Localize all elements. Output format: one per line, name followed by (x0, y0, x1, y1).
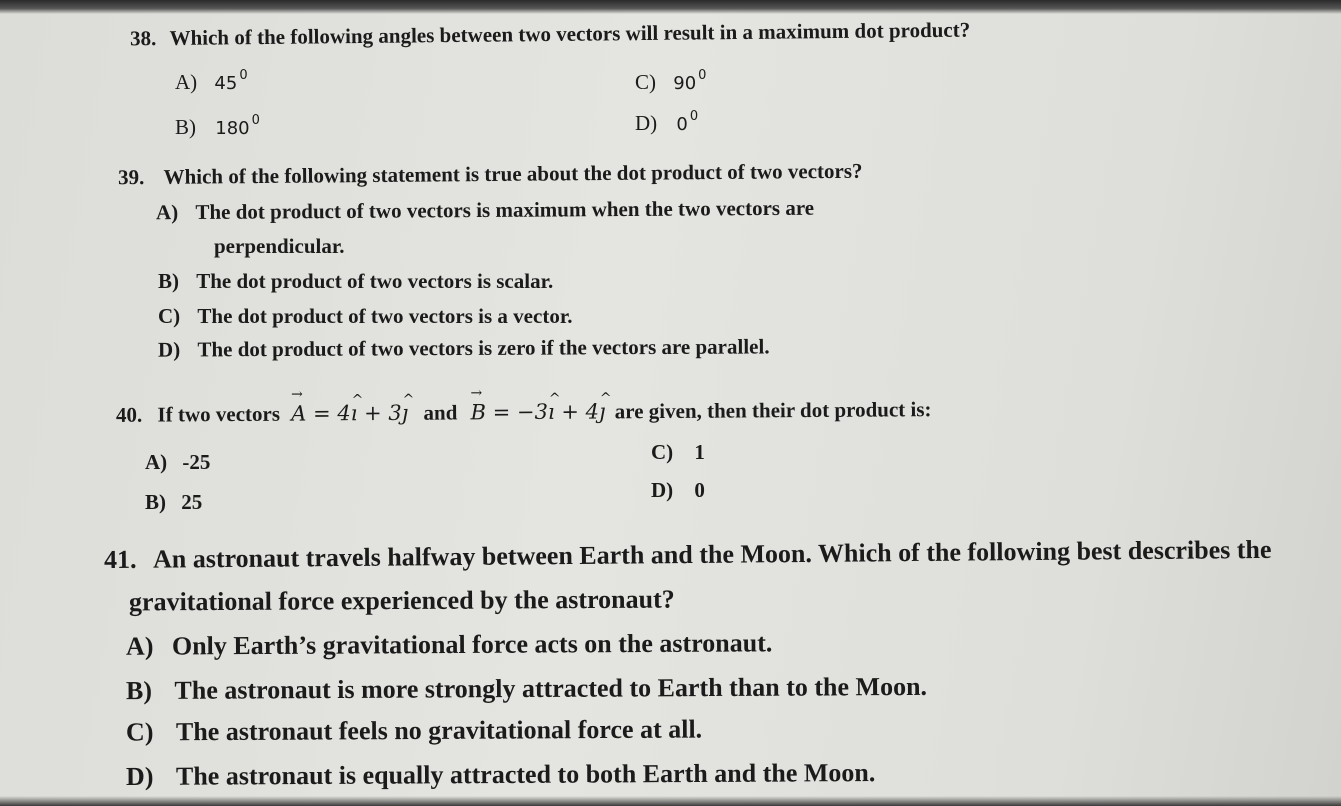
option-41-c[interactable]: C) The astronaut feels no gravitational force at all. (125, 714, 703, 747)
question-text-line1: An astronaut travels halfway between Earth and the Moon. Which of the following best describes the (152, 534, 1272, 574)
question-joiner: and (423, 400, 458, 425)
top-shadow (0, 0, 1341, 14)
option-38-b[interactable]: B) 180 $^0$ (175, 113, 260, 139)
question-41 (104, 535, 1272, 575)
question-number: 39. (117, 165, 145, 190)
option-41-a[interactable]: A) Only Earth’s gravitational force acts on the astronaut. (125, 628, 773, 661)
bottom-shadow (0, 796, 1341, 806)
question-number: 41. (103, 544, 137, 575)
option-39-c[interactable]: C) The dot product of two vectors is a vector. (158, 304, 573, 328)
question-39 (118, 159, 863, 190)
option-41-d[interactable]: D) The astronaut is equally attracted to both Earth and the Moon. (125, 758, 876, 791)
question-text: Which of the following statement is true about the dot product of two vectors? (163, 158, 863, 189)
vector-b-expression: B → = −3ı ^ + 4ȷ ^ (471, 399, 606, 424)
question-40 (116, 397, 932, 428)
option-39-a[interactable]: A) The dot product of two vectors is maximum when the two vectors are (155, 195, 815, 225)
option-41-b[interactable]: B) The astronaut is more strongly attracted to Earth than to the Moon. (125, 671, 928, 706)
option-39-d[interactable]: D) The dot product of two vectors is zero if the vectors are parallel. (157, 334, 770, 362)
vector-a-expression: A → = 4ı ^ + 3ȷ ^ (291, 401, 408, 426)
option-38-a[interactable]: A) 45 $^0$ (175, 68, 248, 94)
option-40-c[interactable]: C) 1 (651, 440, 705, 464)
question-text: Which of the following angles between two vectors will result in a maximum dot product? (169, 17, 971, 50)
option-39-b[interactable]: B) The dot product of two vectors is scalar. (158, 269, 554, 293)
option-38-c[interactable]: C) 90 $^0$ (635, 68, 707, 94)
question-number: 40. (115, 402, 143, 427)
option-39-a-continuation: perpendicular. (214, 234, 345, 258)
option-40-d[interactable]: D) 0 (651, 478, 705, 502)
option-40-b[interactable]: B) 25 (145, 490, 203, 514)
question-text-line2: gravitational force experienced by the astronaut? (128, 584, 675, 617)
question-number: 38. (129, 26, 157, 51)
option-38-d[interactable]: D) 0 $^0$ (635, 109, 699, 135)
question-text-after: are given, then their dot product is: (614, 397, 932, 424)
question-text-before: If two vectors (157, 401, 281, 427)
question-41-line2 (129, 585, 675, 618)
option-40-a[interactable]: A) -25 (145, 450, 211, 474)
question-38 (130, 18, 970, 52)
